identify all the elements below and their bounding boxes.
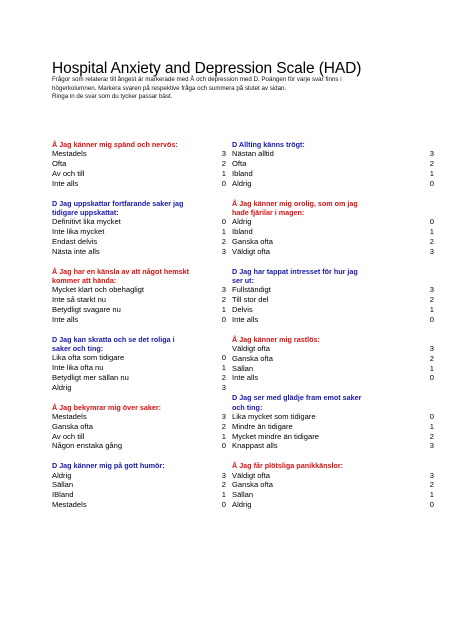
question-block-anxiety (52, 267, 226, 325)
answer-points: 1 (429, 421, 434, 431)
answer-points: 2 (429, 295, 434, 305)
answer-option[interactable] (52, 353, 226, 363)
answer-option[interactable] (52, 422, 226, 432)
question-text: Å Jag känner mig orolig, som om jag (232, 198, 358, 208)
answer-option[interactable] (52, 432, 226, 442)
answer-option[interactable] (232, 441, 434, 451)
answer-label: Mestadels (52, 499, 87, 509)
answer-points: 1 (429, 227, 434, 237)
answer-option[interactable] (52, 500, 226, 510)
question-text: Å Jag har en känsla av att något hemskt (52, 266, 190, 276)
answer-points: 1 (221, 227, 226, 237)
answer-points: 3 (429, 344, 434, 353)
answer-points: 1 (221, 431, 226, 441)
answer-points: 2 (221, 421, 226, 431)
answer-label: Betydligt mer sällan nu (52, 373, 129, 382)
answer-points: 3 (429, 441, 434, 451)
question-text: Å Jag får plötsliga panikkänslor: (232, 461, 344, 471)
question-text: ser ut: (232, 276, 254, 285)
answer-points: 0 (221, 178, 226, 188)
answer-points: 2 (429, 480, 434, 490)
answer-points: 3 (429, 285, 434, 295)
answer-label: Endast delvis (52, 237, 98, 246)
answer-option[interactable] (52, 295, 226, 305)
answer-option[interactable] (52, 227, 226, 237)
answer-label: Aldrig (232, 178, 252, 188)
answer-option[interactable] (52, 383, 226, 393)
intro-text (52, 76, 432, 102)
answer-points: 1 (221, 305, 226, 314)
intro-line: Frågor som relaterar till ångest är markerade med Å och depression med D. Poängen för varje svar finns i (52, 76, 342, 83)
answer-points: 2 (429, 353, 434, 363)
question-block-depression (52, 199, 226, 257)
question-block-anxiety (52, 140, 226, 189)
answer-label: Inte alls (52, 178, 79, 188)
answer-option[interactable] (232, 422, 434, 432)
answer-label: Inte så starkt nu (52, 295, 107, 305)
answer-label: Delvis (232, 305, 253, 314)
answer-option[interactable] (52, 412, 226, 422)
answer-label: Mycket klart och obehagligt (52, 285, 145, 295)
answer-option[interactable] (232, 373, 434, 383)
answer-option[interactable] (232, 344, 434, 354)
answer-points: 2 (429, 237, 434, 246)
answer-label: Aldrig (52, 470, 72, 480)
answer-option[interactable] (52, 315, 226, 325)
answer-label: Aldrig (232, 499, 252, 509)
answer-option[interactable] (52, 471, 226, 481)
question-text: D Jag har tappat intresset för hur jag (232, 266, 358, 276)
answer-option[interactable] (232, 159, 434, 169)
answer-label: Nästa inte alls (52, 246, 100, 256)
answer-option[interactable] (232, 305, 434, 315)
question-block-depression (232, 140, 434, 189)
answer-label: Av och till (52, 431, 85, 441)
question-block-depression (232, 267, 434, 325)
answer-points: 3 (221, 149, 226, 159)
answer-label: Väldigt ofta (232, 344, 270, 353)
answer-option[interactable] (232, 471, 434, 481)
intro-line: Ringa in de svar som du tycker passar bäst. (52, 93, 173, 101)
answer-label: Någon enstaka gång (52, 441, 123, 451)
page-title: Hospital Anxiety and Depression Scale (HAD) (52, 60, 362, 78)
answer-option[interactable] (52, 217, 226, 227)
question-text: kommer att hända: (52, 276, 117, 285)
answer-label: Ibland (232, 169, 253, 178)
answer-option[interactable] (52, 480, 226, 490)
answer-option[interactable] (52, 169, 226, 179)
answer-points: 0 (221, 353, 226, 363)
answer-option[interactable] (52, 159, 226, 169)
question-text: D Allting känns trögt: (232, 140, 305, 149)
question-text: hade fjärilar i magen: (232, 208, 305, 217)
answer-points: 3 (429, 246, 434, 256)
question-text: D Jag ser med glädje fram emot saker (232, 393, 362, 403)
answer-points: 1 (221, 490, 226, 500)
answer-points: 2 (221, 159, 226, 169)
answer-points: 0 (429, 314, 434, 324)
answer-points: 2 (221, 373, 226, 382)
answer-points: 1 (221, 169, 226, 178)
answer-option[interactable] (232, 354, 434, 364)
answer-points: 1 (429, 490, 434, 500)
answer-points: 0 (429, 217, 434, 227)
answer-label: Aldrig (52, 382, 72, 392)
answer-option[interactable] (232, 169, 434, 179)
question-text: D Jag uppskattar fortfarande saker jag (52, 198, 184, 208)
answer-label: Definitivt lika mycket (52, 217, 121, 227)
answer-points: 0 (221, 499, 226, 509)
answer-points: 3 (221, 382, 226, 392)
answer-points: 0 (429, 373, 434, 383)
answer-label: Till stor del (232, 295, 269, 305)
answer-label: IBland (52, 490, 74, 500)
answer-points: 0 (221, 217, 226, 227)
answer-option[interactable] (232, 285, 434, 295)
answer-option[interactable] (232, 227, 434, 237)
answer-label: Inte alls (232, 373, 259, 383)
answer-label: Ganska ofta (232, 480, 273, 490)
answer-option[interactable] (232, 237, 434, 247)
question-text: tidigare uppskattat: (52, 208, 119, 217)
answer-option[interactable] (52, 247, 226, 257)
intro-line: högerkolumnen. Markera svaren på respektive fråga och summera på slutet av sidan. (52, 84, 287, 92)
answer-points: 0 (221, 441, 226, 451)
answer-label: Av och till (52, 169, 85, 178)
question-block-anxiety (232, 199, 434, 257)
answer-points: 1 (429, 169, 434, 178)
answer-label: Lika mycket som tidigare (232, 412, 316, 421)
question-text: D Jag kan skratta och se det roliga i (52, 334, 175, 344)
answer-option[interactable] (232, 490, 434, 500)
answer-option[interactable] (52, 285, 226, 295)
answer-label: Sällan (232, 363, 254, 373)
answer-label: Mestadels (52, 412, 87, 421)
answer-label: Väldigt ofta (232, 246, 270, 256)
answer-option[interactable] (232, 500, 434, 510)
answer-points: 2 (221, 237, 226, 246)
question-text: saker och ting: (52, 344, 104, 353)
right-column (232, 140, 434, 520)
answer-option[interactable] (52, 490, 226, 500)
answer-option[interactable] (232, 149, 434, 159)
answer-label: Ganska ofta (232, 237, 273, 246)
question-block-anxiety (232, 335, 434, 384)
left-column (52, 140, 226, 520)
question-text: Å Jag bekymrar mig över saker: (52, 402, 162, 412)
answer-points: 0 (429, 499, 434, 509)
answer-option[interactable] (52, 441, 226, 451)
answer-option[interactable] (232, 247, 434, 257)
answer-option[interactable] (52, 149, 226, 159)
answer-option[interactable] (232, 179, 434, 189)
answer-label: Ibland (232, 227, 253, 237)
answer-label: Mestadels (52, 149, 87, 159)
question-block-depression (52, 335, 226, 393)
answer-label: Ganska ofta (232, 353, 273, 363)
answer-points: 1 (221, 363, 226, 373)
answer-points: 1 (429, 363, 434, 373)
answer-points: 0 (221, 314, 226, 324)
answer-label: Lika ofta som tidigare (52, 353, 125, 363)
answer-label: Ofta (52, 159, 67, 169)
question-text: Å Jag känner mig rastlös: (232, 334, 320, 344)
question-block-depression (232, 393, 434, 451)
answer-points: 3 (429, 470, 434, 480)
answer-points: 3 (221, 412, 226, 421)
question-block-anxiety (52, 403, 226, 452)
answer-option[interactable] (232, 412, 434, 422)
answer-option[interactable] (232, 217, 434, 227)
answer-label: Betydligt svagare nu (52, 305, 121, 314)
answer-option[interactable] (232, 315, 434, 325)
answer-points: 2 (429, 159, 434, 169)
answer-points: 3 (221, 285, 226, 295)
answer-label: Inte lika mycket (52, 227, 105, 237)
answer-label: Inte alls (232, 314, 259, 324)
question-text: Å Jag känner mig spänd och nervös: (52, 140, 178, 149)
answer-option[interactable] (232, 364, 434, 374)
answer-points: 0 (429, 178, 434, 188)
answer-option[interactable] (232, 295, 434, 305)
answer-points: 0 (429, 412, 434, 421)
answer-label: Knappast alls (232, 441, 278, 451)
answer-option[interactable] (232, 432, 434, 442)
answer-points: 3 (429, 149, 434, 159)
answer-label: Inte alls (52, 314, 79, 324)
answer-label: Fullständigt (232, 285, 271, 295)
answer-points: 1 (429, 305, 434, 314)
answer-option[interactable] (52, 237, 226, 247)
answer-points: 2 (221, 480, 226, 490)
answer-option[interactable] (52, 363, 226, 373)
answer-label: Ofta (232, 159, 247, 169)
answer-points: 2 (429, 431, 434, 441)
answer-points: 2 (221, 295, 226, 305)
answer-points: 3 (221, 246, 226, 256)
answer-option[interactable] (52, 305, 226, 315)
answer-label: Sällan (52, 480, 74, 490)
answer-label: Inte lika ofta nu (52, 363, 104, 373)
answer-option[interactable] (232, 480, 434, 490)
answer-label: Aldrig (232, 217, 252, 227)
answer-label: Sällan (232, 490, 254, 500)
question-block-anxiety (232, 461, 434, 510)
question-text: D Jag känner mig på gott humör: (52, 461, 165, 471)
answer-points: 3 (221, 470, 226, 480)
answer-label: Ganska ofta (52, 421, 93, 431)
answer-label: Mycket mindre än tidigare (232, 431, 319, 441)
answer-option[interactable] (52, 373, 226, 383)
answer-label: Väldigt ofta (232, 470, 270, 480)
question-block-depression (52, 461, 226, 510)
question-text: och ting: (232, 402, 263, 412)
answer-option[interactable] (52, 179, 226, 189)
answer-label: Nästan alltid (232, 149, 274, 159)
answer-label: Mindre än tidigare (232, 421, 293, 431)
